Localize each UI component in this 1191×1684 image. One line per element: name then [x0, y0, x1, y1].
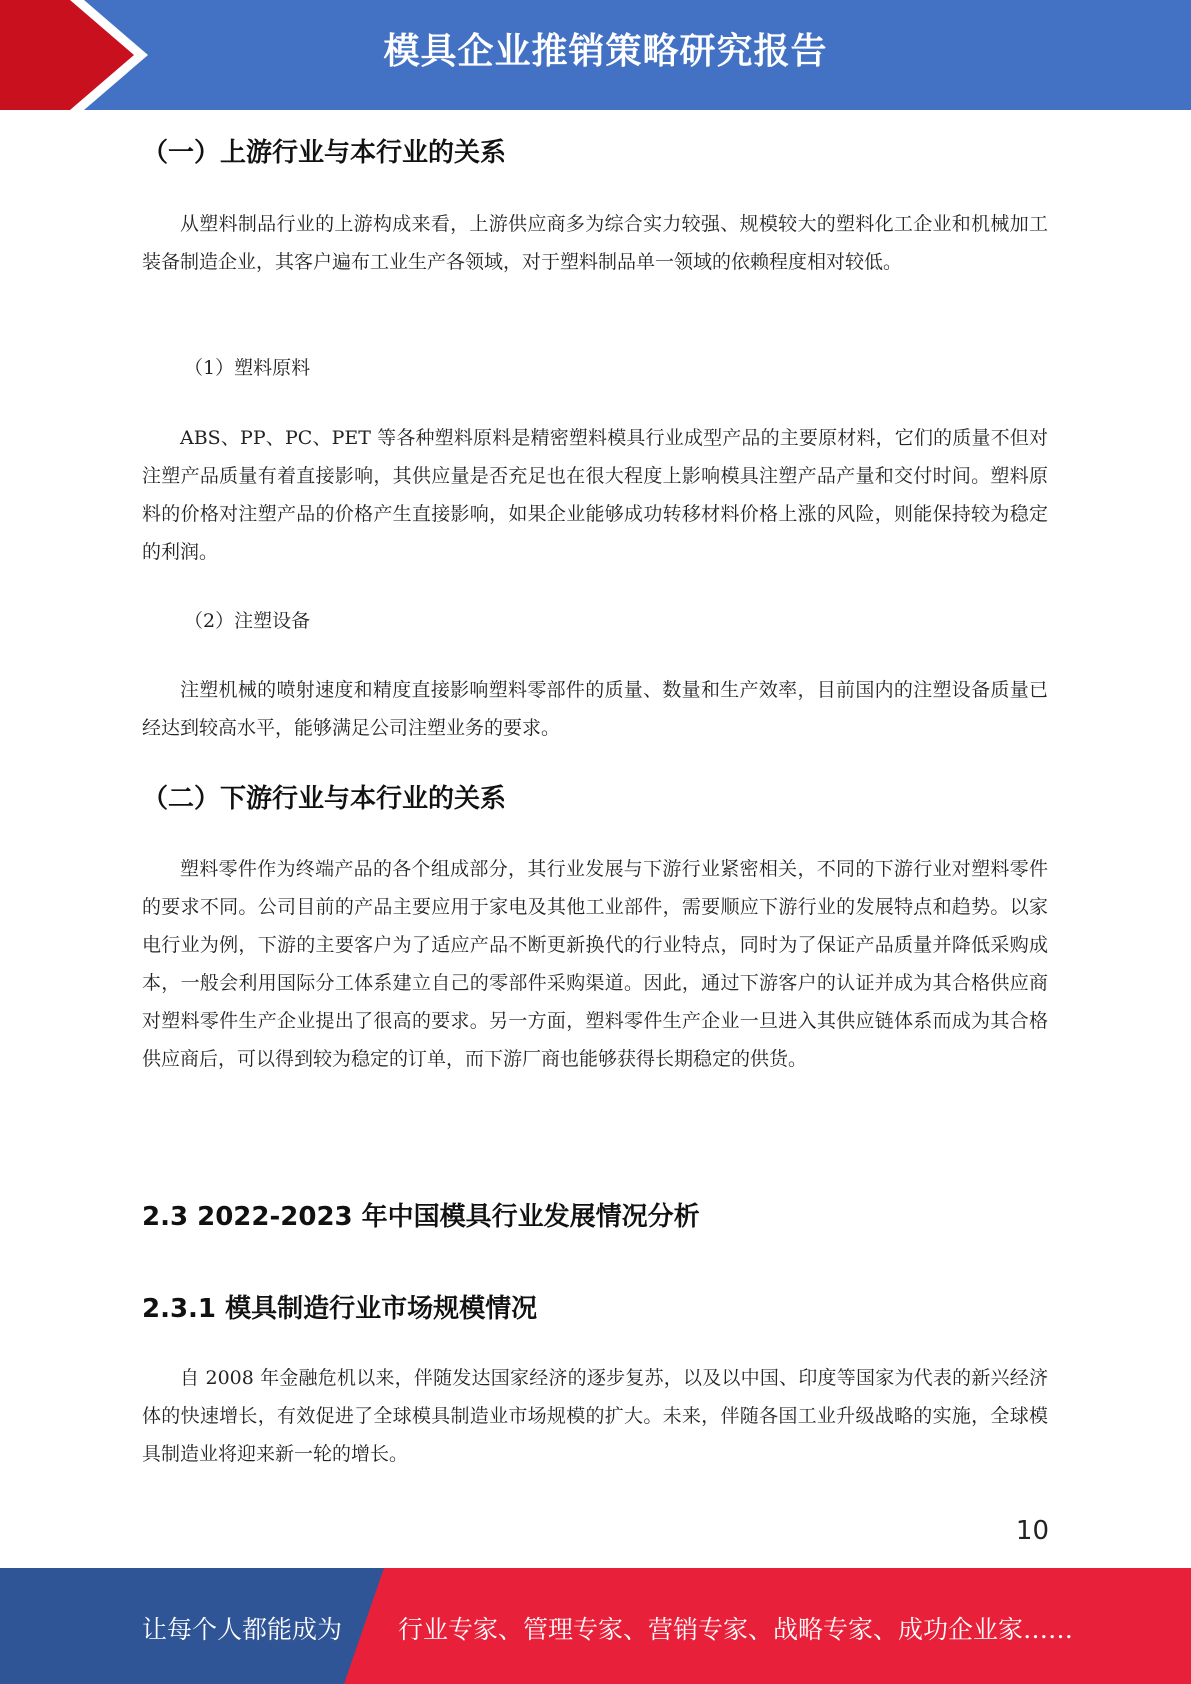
footer-slogan-left: 让每个人都能成为 — [142, 1615, 343, 1644]
section-heading-2-3-1: 2.3.1 模具制造行业市场规模情况 — [142, 1294, 538, 1324]
footer-slogan-right: 行业专家、管理专家、营销专家、战略专家、成功企业家…… — [398, 1615, 1074, 1644]
paragraph-plastic-materials: ABS、PP、PC、PET 等各种塑料原料是精密塑料模具行业成型产品的主要原材料，它们的质量不但对注塑产品质量有着直接影响，其供应量是否充足也在很大程度上影响模具注塑产品产量和交付时间。塑料原料的价格对注塑产品的价格产生直接影响，如果企业能够成功转移材料价格上涨的风险，则能保持较为稳定的利润。 — [142, 427, 1048, 563]
subheading-injection-equipment: （2）注塑设备 — [184, 610, 311, 632]
paragraph-injection-equipment: 注塑机械的喷射速度和精度直接影响塑料零部件的质量、数量和生产效率，目前国内的注塑设备质量已经达到较高水平，能够满足公司注塑业务的要求。 — [142, 679, 1048, 739]
report-title: 模具企业推销策略研究报告 — [383, 31, 828, 72]
subheading-plastic-materials: （1）塑料原料 — [184, 357, 311, 379]
paragraph-upstream-intro: 从塑料制品行业的上游构成来看，上游供应商多为综合实力较强、规模较大的塑料化工企业和机械加工装备制造企业，其客户遍布工业生产各领域，对于塑料制品单一领域的依赖程度相对较低。 — [142, 213, 1048, 273]
section-heading-2-3: 2.3 2022-2023 年中国模具行业发展情况分析 — [142, 1202, 700, 1232]
paragraph-downstream: 塑料零件作为终端产品的各个组成部分，其行业发展与下游行业紧密相关，不同的下游行业对塑料零件的要求不同。公司目前的产品主要应用于家电及其他工业部件，需要顺应下游行业的发展特点和趋势。以家电行业为例，下游的主要客户为了适应产品不断更新换代的行业特点，同时为了保证产品质量并降低采购成本，一般会利用国际分工体系建立自己的零部件采购渠道。因此，通过下游客户的认证并成为其合格供应商对塑料零件生产企业提出了很高的要求。另一方面，塑料零件生产企业一旦进入其供应链体系而成为其合格供应商后，可以得到较为稳定的订单，而下游厂商也能够获得长期稳定的供货。 — [142, 858, 1048, 1070]
paragraph-market-size: 自 2008 年金融危机以来，伴随发达国家经济的逐步复苏，以及以中国、印度等国家为代表的新兴经济体的快速增长，有效促进了全球模具制造业市场规模的扩大。未来，伴随各国工业升级战略的实施，全球模具制造业将迎来新一轮的增长。 — [142, 1367, 1048, 1465]
section-heading-upstream: （一）上游行业与本行业的关系 — [142, 138, 507, 168]
section-heading-downstream: （二）下游行业与本行业的关系 — [142, 784, 507, 814]
page-number: 10 — [1015, 1516, 1049, 1546]
page-header — [0, 0, 1191, 110]
